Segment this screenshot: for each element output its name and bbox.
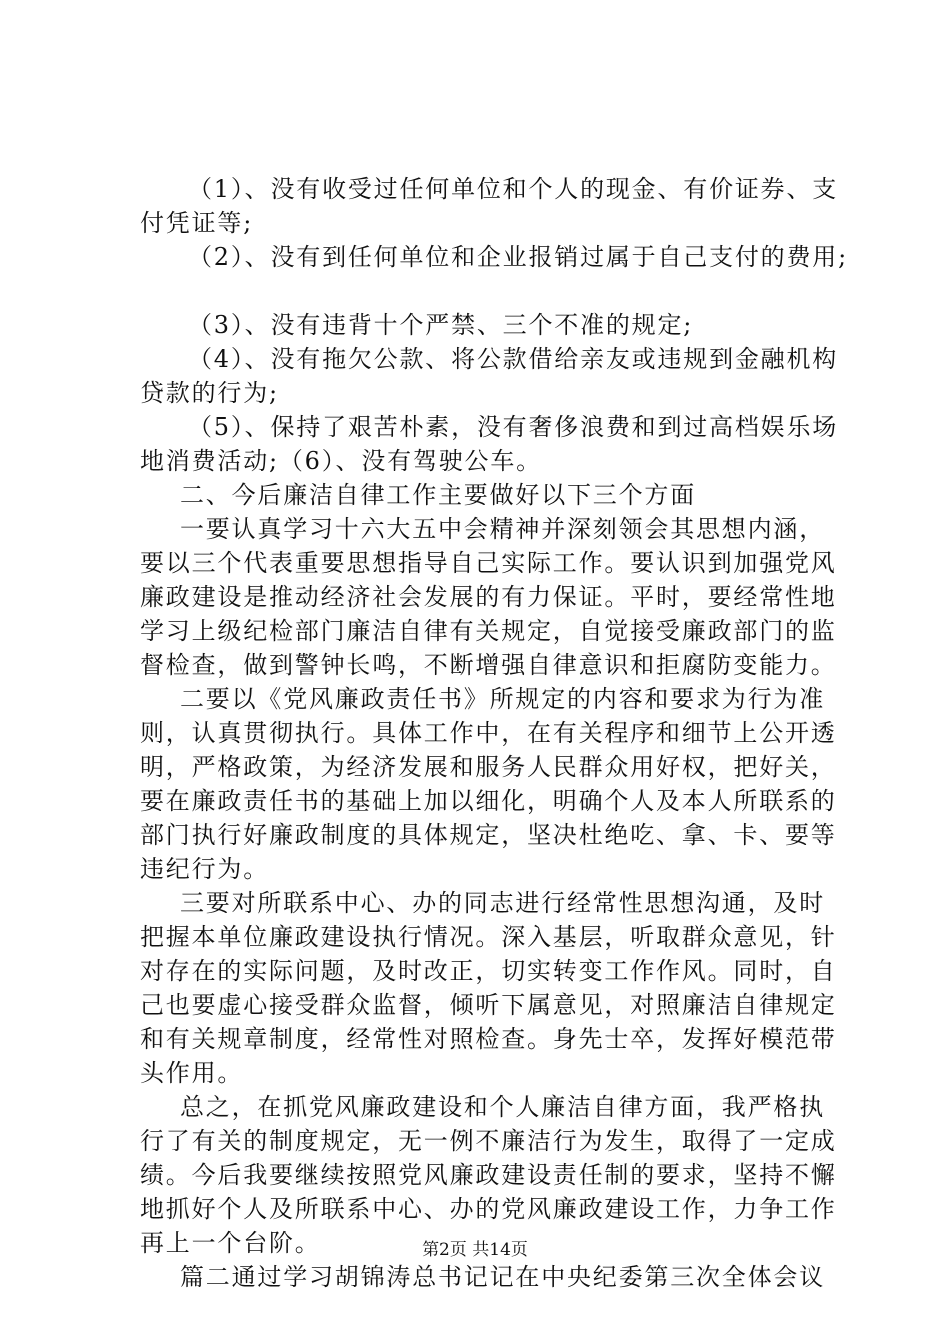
blank-line — [140, 274, 840, 308]
page-number-footer: 第2页 共14页 — [422, 1240, 528, 1260]
paragraph-line: 总之，在抓党风廉政建设和个人廉洁自律方面，我严格执 — [180, 1093, 825, 1121]
paragraph-line: （5）、保持了艰苦朴素，没有奢侈浪费和到过高档娱乐场 — [188, 413, 839, 441]
paragraph-line: 要以三个代表重要思想指导自己实际工作。要认识到加强党风 — [140, 549, 837, 577]
paragraph-line: 贷款的行为; — [140, 379, 279, 407]
paragraph-line: 违纪行为。 — [140, 855, 269, 883]
paragraph-line: 明，严格政策，为经济发展和服务人民群众用好权，把好关， — [140, 753, 837, 781]
paragraph-line: （2）、没有到任何单位和企业报销过属于自己支付的费用; — [188, 243, 848, 271]
paragraph-line: 头作用。 — [140, 1059, 244, 1087]
paragraph-line: 则，认真贯彻执行。具体工作中，在有关程序和细节上公开透 — [140, 719, 837, 747]
paragraph-line: 把握本单位廉政建设执行情况。深入基层，听取群众意见，针 — [140, 923, 837, 951]
paragraph-line: 二要以《党风廉政责任书》所规定的内容和要求为行为准 — [180, 685, 825, 713]
paragraph-line: 己也要虚心接受群众监督，倾听下属意见，对照廉洁自律规定 — [140, 991, 837, 1019]
paragraph-line: 地消费活动;（6）、没有驾驶公车。 — [140, 447, 542, 475]
paragraph-line: 篇二通过学习胡锦涛总书记记在中央纪委第三次全体会议 — [180, 1263, 825, 1291]
paragraph-line: （3）、没有违背十个严禁、三个不准的规定; — [188, 311, 694, 339]
paragraph-line: （1）、没有收受过任何单位和个人的现金、有价证券、支 — [188, 175, 839, 203]
paragraph-line: 地抓好个人及所联系中心、办的党风廉政建设工作，力争工作 — [140, 1195, 837, 1223]
paragraph-line: 部门执行好廉政制度的具体规定，坚决杜绝吃、拿、卡、要等 — [140, 821, 837, 849]
document-body — [140, 172, 848, 1294]
paragraph-line: 行了有关的制度规定，无一例不廉洁行为发生，取得了一定成 — [140, 1127, 837, 1155]
paragraph-line: 督检查，做到警钟长鸣，不断增强自律意识和拒腐防变能力。 — [140, 651, 837, 679]
paragraph-line: 绩。今后我要继续按照党风廉政建设责任制的要求，坚持不懈 — [140, 1161, 837, 1189]
paragraph-line: （4）、没有拖欠公款、将公款借给亲友或违规到金融机构 — [188, 345, 839, 373]
paragraph-line: 学习上级纪检部门廉洁自律有关规定，自觉接受廉政部门的监 — [140, 617, 837, 645]
paragraph-line: 再上一个台阶。 — [140, 1229, 321, 1257]
paragraph-line: 和有关规章制度，经常性对照检查。身先士卒，发挥好模范带 — [140, 1025, 837, 1053]
paragraph-line: 廉政建设是推动经济社会发展的有力保证。平时，要经常性地 — [140, 583, 837, 611]
paragraph-line: 三要对所联系中心、办的同志进行经常性思想沟通，及时 — [180, 889, 825, 917]
paragraph-line: 对存在的实际问题，及时改正，切实转变工作作风。同时，自 — [140, 957, 837, 985]
paragraph-line: 一要认真学习十六大五中会精神并深刻领会其思想内涵， — [180, 515, 825, 543]
paragraph-line: 要在廉政责任书的基础上加以细化，明确个人及本人所联系的 — [140, 787, 837, 815]
paragraph-line: 付凭证等; — [140, 209, 254, 237]
section-heading: 二、今后廉洁自律工作主要做好以下三个方面 — [180, 481, 696, 509]
